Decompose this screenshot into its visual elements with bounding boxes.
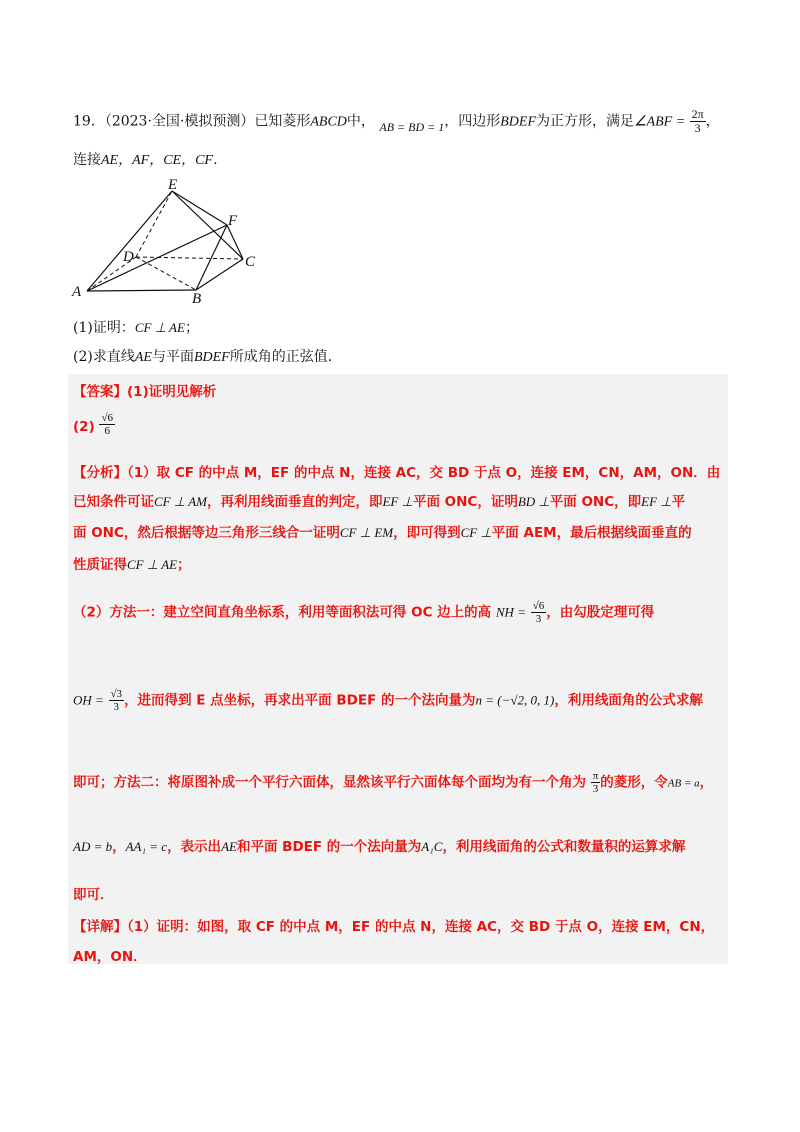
edge-ae bbox=[87, 191, 172, 291]
question-line-1 bbox=[73, 108, 720, 135]
question-text: 中， bbox=[346, 113, 375, 130]
edge-fc bbox=[227, 225, 243, 259]
fraction-sqrt6-3 bbox=[531, 600, 547, 625]
math-cf-perp: CF ⊥ bbox=[460, 525, 492, 540]
math-condition: AB = BD = 1 bbox=[379, 119, 445, 134]
frac-num: π bbox=[592, 770, 599, 782]
analysis-line-2 bbox=[73, 490, 685, 510]
analysis-text: ，再利用线面垂直的判定，即 bbox=[206, 494, 383, 510]
fraction-2pi-3 bbox=[690, 108, 706, 135]
part-1-label: (1)证明： bbox=[73, 320, 135, 336]
math-vector-aa1: AA₁ = c bbox=[125, 839, 168, 854]
math-ef-perp: EF ⊥ bbox=[641, 494, 672, 509]
label-c: C bbox=[245, 254, 256, 270]
method-1-line-2 bbox=[73, 688, 703, 713]
math-ae: AE bbox=[134, 350, 152, 365]
analysis-text: ，由勾股定理可得 bbox=[546, 604, 655, 621]
part-2 bbox=[73, 347, 342, 368]
method-2-line-3: 即可． bbox=[73, 887, 114, 903]
analysis-text: ，即可得到 bbox=[393, 525, 461, 541]
fraction-pi-3 bbox=[591, 770, 601, 795]
frac-den: 6 bbox=[104, 425, 110, 437]
fraction-sqrt3-3 bbox=[109, 688, 125, 713]
math-cf-perp-em: CF ⊥ EM bbox=[339, 525, 394, 540]
frac-num: √3 bbox=[110, 688, 123, 700]
analysis-text: ，利用线面角的公式和数量积的运算求解 bbox=[442, 839, 686, 855]
question-text: ； bbox=[184, 320, 199, 336]
label-d: D bbox=[123, 249, 134, 265]
math-bd-perp: BD ⊥ bbox=[517, 494, 550, 509]
analysis-text: 即可；方法二：将原图补成一个平行六面体，显然该平行六面体每个面均为有一个角为 bbox=[73, 774, 586, 791]
math-lines: AE，AF，CE，CF． bbox=[101, 153, 227, 168]
analysis-text: ，进而得到 E 点坐标，再求出平面 BDEF 的一个法向量为 bbox=[124, 692, 476, 709]
math-abcd: ABCD bbox=[310, 114, 347, 130]
analysis-text: 平面 AEM，最后根据线面垂直的 bbox=[491, 525, 692, 541]
label-a: A bbox=[72, 284, 82, 300]
math-ef-perp: EF ⊥ bbox=[382, 494, 413, 509]
analysis-text: ，表示出 bbox=[167, 839, 222, 855]
question-text: (2)求直线 bbox=[73, 349, 135, 365]
label-e: E bbox=[168, 177, 178, 193]
math-vector-ab: AB = a bbox=[667, 777, 700, 790]
math-vector-a1c: A₁C bbox=[421, 839, 443, 854]
frac-num: √6 bbox=[532, 600, 545, 612]
analysis-text: （2）方法一：建立空间直角坐标系，利用等面积法可得 OC 边上的高 bbox=[73, 604, 492, 621]
label-f: F bbox=[228, 213, 238, 229]
analysis-text: ； bbox=[177, 557, 191, 573]
label-b: B bbox=[192, 291, 202, 305]
analysis-line-1: 【分析】（1）取 CF 的中点 M，EF 的中点 N，连接 AC，交 BD 于点 O，连接 EM，CN，AM，ON．由 bbox=[73, 465, 721, 481]
math-bdef: BDEF bbox=[193, 350, 230, 365]
analysis-text: 已知条件可证 bbox=[73, 494, 154, 510]
question-text: 连接 bbox=[73, 152, 101, 168]
math-normal-vector: n = (−√2, 0, 1) bbox=[475, 692, 555, 708]
question-text: 为正方形，满足 bbox=[536, 113, 634, 130]
math-nh: NH = bbox=[495, 604, 526, 620]
analysis-text: 性质证得 bbox=[73, 557, 127, 573]
edge-ef bbox=[172, 191, 227, 225]
frac-den: 3 bbox=[694, 121, 701, 135]
detail-line-2: AM，ON． bbox=[73, 949, 147, 965]
analysis-text: ，利用线面角的公式求解 bbox=[554, 692, 703, 709]
edge-dc bbox=[136, 257, 243, 259]
analysis-text: 的菱形，令 bbox=[600, 774, 668, 791]
edge-db bbox=[136, 257, 196, 290]
analysis-text: 和平面 BDEF 的一个法向量为 bbox=[236, 839, 422, 855]
frac-den: 3 bbox=[592, 783, 599, 795]
math-vector-ad: AD = b bbox=[73, 839, 113, 854]
answer-part-2 bbox=[73, 412, 115, 437]
answer-p2-label: (2) bbox=[73, 418, 95, 435]
analysis-text: ， bbox=[699, 774, 714, 791]
math-oh: OH = bbox=[73, 692, 104, 708]
analysis-text: 平 bbox=[671, 494, 686, 510]
analysis-text: ， bbox=[112, 839, 126, 855]
question-text: 已知菱形 bbox=[254, 113, 311, 130]
edge-de bbox=[136, 191, 172, 257]
frac-num: 2π bbox=[691, 107, 704, 121]
question-text: ，四边形 bbox=[444, 113, 501, 130]
question-number: 19． bbox=[73, 113, 105, 130]
answer-label: 【答案】(1)证明见解析 bbox=[73, 384, 217, 400]
fraction-sqrt6-6 bbox=[99, 412, 115, 437]
geometry-figure bbox=[70, 175, 270, 305]
analysis-text: 面 ONC，然后根据等边三角形三线合一证明 bbox=[73, 525, 340, 541]
frac-den: 3 bbox=[113, 701, 120, 713]
math-cf-perp-ae: CF ⊥ AE bbox=[127, 557, 178, 572]
part-1 bbox=[73, 318, 199, 338]
frac-den: 3 bbox=[535, 613, 542, 625]
analysis-line-3 bbox=[73, 521, 692, 541]
math-angle: ∠ABF = bbox=[634, 114, 686, 130]
question-text: 所成角的正弦值． bbox=[229, 349, 342, 365]
method-2-line-1 bbox=[73, 770, 713, 795]
math-bdef: BDEF bbox=[500, 114, 536, 130]
question-text: 与平面 bbox=[151, 349, 194, 365]
frac-num: √6 bbox=[101, 412, 113, 424]
analysis-line-4 bbox=[73, 553, 191, 573]
question-text: ， bbox=[705, 113, 720, 130]
edge-ab bbox=[87, 290, 196, 291]
method-1-line-1 bbox=[73, 600, 654, 625]
question-line-2 bbox=[73, 150, 227, 171]
analysis-text: 平面 ONC，证明 bbox=[412, 494, 518, 510]
math-vector-ae: AE bbox=[221, 839, 237, 854]
math-cf-perp-ae: CF ⊥ AE bbox=[134, 320, 185, 335]
math-cf-perp-am: CF ⊥ AM bbox=[154, 494, 207, 509]
method-2-line-2 bbox=[73, 835, 685, 855]
analysis-text: 平面 ONC，即 bbox=[549, 494, 642, 510]
question-source: （2023·全国·模拟预测） bbox=[104, 113, 255, 130]
detail-line-1: 【详解】（1）证明：如图，取 CF 的中点 M，EF 的中点 N，连接 AC，交 BD 于点 O，连接 EM，CN， bbox=[73, 919, 715, 935]
